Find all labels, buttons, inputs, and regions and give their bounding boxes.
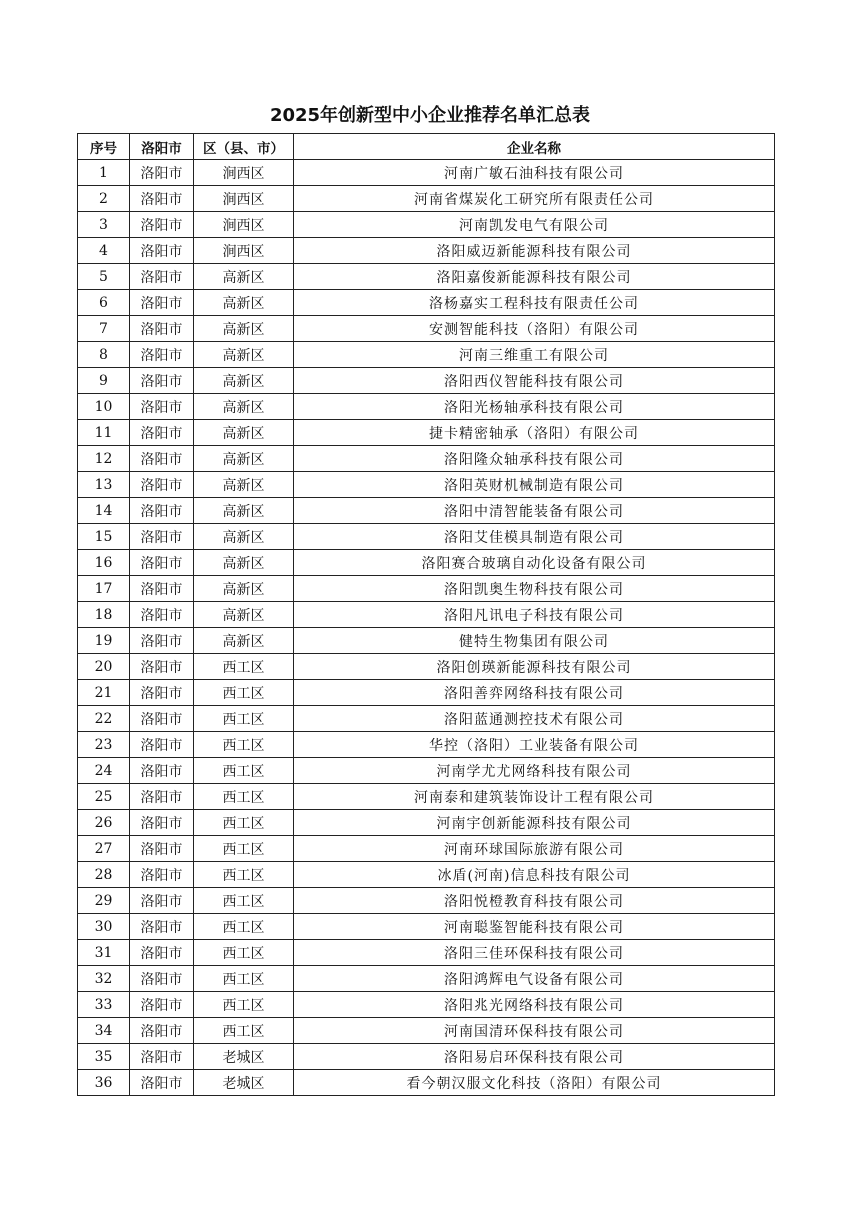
- cell-city: 洛阳市: [130, 368, 194, 394]
- cell-serial-number: 20: [78, 654, 130, 680]
- cell-serial-number: 27: [78, 836, 130, 862]
- header-serial-number: 序号: [78, 134, 130, 160]
- cell-city: 洛阳市: [130, 342, 194, 368]
- cell-city: 洛阳市: [130, 212, 194, 238]
- cell-company-name: 洛阳蓝通测控技术有限公司: [294, 706, 775, 732]
- cell-company-name: 冰盾(河南)信息科技有限公司: [294, 862, 775, 888]
- cell-serial-number: 25: [78, 784, 130, 810]
- cell-district: 西工区: [194, 654, 294, 680]
- table-row: [78, 732, 775, 758]
- cell-city: 洛阳市: [130, 862, 194, 888]
- table-row: [78, 628, 775, 654]
- cell-company-name: 河南宇创新能源科技有限公司: [294, 810, 775, 836]
- cell-district: 西工区: [194, 810, 294, 836]
- cell-district: 西工区: [194, 732, 294, 758]
- cell-company-name: 河南广敏石油科技有限公司: [294, 160, 775, 186]
- table-row: [78, 836, 775, 862]
- cell-serial-number: 11: [78, 420, 130, 446]
- cell-company-name: 洛阳中清智能装备有限公司: [294, 498, 775, 524]
- cell-district: 高新区: [194, 602, 294, 628]
- cell-district: 涧西区: [194, 238, 294, 264]
- cell-district: 西工区: [194, 940, 294, 966]
- cell-serial-number: 3: [78, 212, 130, 238]
- table-row: [78, 992, 775, 1018]
- cell-district: 高新区: [194, 472, 294, 498]
- cell-district: 高新区: [194, 368, 294, 394]
- cell-company-name: 河南泰和建筑装饰设计工程有限公司: [294, 784, 775, 810]
- table-row: [78, 160, 775, 186]
- cell-serial-number: 17: [78, 576, 130, 602]
- table-row: [78, 706, 775, 732]
- cell-company-name: 洛阳善弈网络科技有限公司: [294, 680, 775, 706]
- header-city: 洛阳市: [130, 134, 194, 160]
- table-row: [78, 602, 775, 628]
- table-row: [78, 290, 775, 316]
- cell-company-name: 安测智能科技（洛阳）有限公司: [294, 316, 775, 342]
- cell-city: 洛阳市: [130, 1044, 194, 1070]
- cell-city: 洛阳市: [130, 992, 194, 1018]
- cell-serial-number: 28: [78, 862, 130, 888]
- cell-city: 洛阳市: [130, 836, 194, 862]
- cell-company-name: 洛阳英财机械制造有限公司: [294, 472, 775, 498]
- cell-company-name: 看今朝汉服文化科技（洛阳）有限公司: [294, 1070, 775, 1096]
- cell-city: 洛阳市: [130, 446, 194, 472]
- cell-city: 洛阳市: [130, 550, 194, 576]
- cell-city: 洛阳市: [130, 524, 194, 550]
- cell-serial-number: 24: [78, 758, 130, 784]
- header-district: 区（县、市）: [194, 134, 294, 160]
- cell-company-name: 洛阳创瑛新能源科技有限公司: [294, 654, 775, 680]
- table-row: [78, 914, 775, 940]
- cell-company-name: 捷卡精密轴承（洛阳）有限公司: [294, 420, 775, 446]
- cell-company-name: 洛杨嘉实工程科技有限责任公司: [294, 290, 775, 316]
- cell-company-name: 洛阳威迈新能源科技有限公司: [294, 238, 775, 264]
- cell-serial-number: 4: [78, 238, 130, 264]
- cell-company-name: 洛阳悦橙教育科技有限公司: [294, 888, 775, 914]
- cell-serial-number: 10: [78, 394, 130, 420]
- cell-city: 洛阳市: [130, 732, 194, 758]
- page-title: 2025年创新型中小企业推荐名单汇总表: [269, 105, 591, 126]
- table-body: [78, 160, 775, 1096]
- table-row: [78, 758, 775, 784]
- cell-district: 高新区: [194, 342, 294, 368]
- table-row: [78, 1044, 775, 1070]
- cell-serial-number: 33: [78, 992, 130, 1018]
- cell-city: 洛阳市: [130, 394, 194, 420]
- cell-city: 洛阳市: [130, 186, 194, 212]
- table-row: [78, 810, 775, 836]
- cell-company-name: 河南环球国际旅游有限公司: [294, 836, 775, 862]
- cell-serial-number: 16: [78, 550, 130, 576]
- cell-city: 洛阳市: [130, 316, 194, 342]
- cell-district: 高新区: [194, 316, 294, 342]
- table-row: [78, 316, 775, 342]
- cell-district: 西工区: [194, 758, 294, 784]
- cell-city: 洛阳市: [130, 680, 194, 706]
- cell-company-name: 洛阳嘉俊新能源科技有限公司: [294, 264, 775, 290]
- table-row: [78, 472, 775, 498]
- cell-serial-number: 30: [78, 914, 130, 940]
- cell-serial-number: 8: [78, 342, 130, 368]
- cell-company-name: 健特生物集团有限公司: [294, 628, 775, 654]
- cell-district: 高新区: [194, 290, 294, 316]
- cell-company-name: 洛阳西仪智能科技有限公司: [294, 368, 775, 394]
- table-row: [78, 1070, 775, 1096]
- cell-company-name: 河南聪鉴智能科技有限公司: [294, 914, 775, 940]
- cell-city: 洛阳市: [130, 602, 194, 628]
- table-row: [78, 342, 775, 368]
- cell-city: 洛阳市: [130, 888, 194, 914]
- cell-serial-number: 36: [78, 1070, 130, 1096]
- table-row: [78, 550, 775, 576]
- table-row: [78, 784, 775, 810]
- cell-city: 洛阳市: [130, 472, 194, 498]
- cell-city: 洛阳市: [130, 758, 194, 784]
- cell-serial-number: 35: [78, 1044, 130, 1070]
- cell-district: 高新区: [194, 264, 294, 290]
- cell-city: 洛阳市: [130, 784, 194, 810]
- table-row: [78, 524, 775, 550]
- cell-serial-number: 32: [78, 966, 130, 992]
- cell-company-name: 河南国清环保科技有限公司: [294, 1018, 775, 1044]
- cell-company-name: 洛阳光杨轴承科技有限公司: [294, 394, 775, 420]
- cell-district: 西工区: [194, 784, 294, 810]
- table-row: [78, 576, 775, 602]
- cell-city: 洛阳市: [130, 1018, 194, 1044]
- cell-district: 西工区: [194, 992, 294, 1018]
- cell-company-name: 洛阳凯奥生物科技有限公司: [294, 576, 775, 602]
- cell-serial-number: 18: [78, 602, 130, 628]
- cell-serial-number: 29: [78, 888, 130, 914]
- cell-district: 西工区: [194, 836, 294, 862]
- cell-company-name: 洛阳兆光网络科技有限公司: [294, 992, 775, 1018]
- cell-city: 洛阳市: [130, 628, 194, 654]
- cell-city: 洛阳市: [130, 576, 194, 602]
- cell-serial-number: 34: [78, 1018, 130, 1044]
- table-row: [78, 1018, 775, 1044]
- table-row: [78, 420, 775, 446]
- cell-district: 高新区: [194, 524, 294, 550]
- cell-district: 高新区: [194, 394, 294, 420]
- cell-district: 西工区: [194, 862, 294, 888]
- cell-district: 西工区: [194, 914, 294, 940]
- cell-city: 洛阳市: [130, 420, 194, 446]
- cell-company-name: 洛阳赛合玻璃自动化设备有限公司: [294, 550, 775, 576]
- company-table: [77, 133, 775, 1096]
- cell-serial-number: 6: [78, 290, 130, 316]
- cell-serial-number: 26: [78, 810, 130, 836]
- table-row: [78, 680, 775, 706]
- cell-district: 老城区: [194, 1070, 294, 1096]
- cell-serial-number: 22: [78, 706, 130, 732]
- cell-district: 老城区: [194, 1044, 294, 1070]
- table-row: [78, 238, 775, 264]
- cell-company-name: 河南学尤尤网络科技有限公司: [294, 758, 775, 784]
- cell-city: 洛阳市: [130, 966, 194, 992]
- cell-city: 洛阳市: [130, 940, 194, 966]
- cell-district: 高新区: [194, 628, 294, 654]
- table-row: [78, 446, 775, 472]
- cell-serial-number: 19: [78, 628, 130, 654]
- cell-city: 洛阳市: [130, 654, 194, 680]
- cell-serial-number: 23: [78, 732, 130, 758]
- cell-district: 高新区: [194, 550, 294, 576]
- table-row: [78, 498, 775, 524]
- cell-company-name: 河南省煤炭化工研究所有限责任公司: [294, 186, 775, 212]
- cell-company-name: 河南凯发电气有限公司: [294, 212, 775, 238]
- table-row: [78, 940, 775, 966]
- cell-city: 洛阳市: [130, 160, 194, 186]
- cell-city: 洛阳市: [130, 1070, 194, 1096]
- table-row: [78, 186, 775, 212]
- cell-serial-number: 31: [78, 940, 130, 966]
- cell-serial-number: 2: [78, 186, 130, 212]
- cell-city: 洛阳市: [130, 238, 194, 264]
- table-header-row: [78, 134, 775, 160]
- cell-serial-number: 21: [78, 680, 130, 706]
- table-row: [78, 212, 775, 238]
- header-company-name: 企业名称: [294, 134, 775, 160]
- table-row: [78, 264, 775, 290]
- cell-serial-number: 13: [78, 472, 130, 498]
- cell-district: 西工区: [194, 966, 294, 992]
- cell-district: 西工区: [194, 888, 294, 914]
- cell-city: 洛阳市: [130, 264, 194, 290]
- table-row: [78, 862, 775, 888]
- cell-district: 西工区: [194, 680, 294, 706]
- cell-serial-number: 1: [78, 160, 130, 186]
- cell-city: 洛阳市: [130, 290, 194, 316]
- cell-serial-number: 5: [78, 264, 130, 290]
- cell-district: 西工区: [194, 1018, 294, 1044]
- table-row: [78, 888, 775, 914]
- cell-district: 高新区: [194, 420, 294, 446]
- cell-company-name: 洛阳鸿辉电气设备有限公司: [294, 966, 775, 992]
- cell-company-name: 洛阳凡讯电子科技有限公司: [294, 602, 775, 628]
- cell-city: 洛阳市: [130, 498, 194, 524]
- cell-city: 洛阳市: [130, 810, 194, 836]
- cell-company-name: 华控（洛阳）工业装备有限公司: [294, 732, 775, 758]
- table-row: [78, 394, 775, 420]
- cell-serial-number: 9: [78, 368, 130, 394]
- cell-city: 洛阳市: [130, 914, 194, 940]
- cell-district: 西工区: [194, 706, 294, 732]
- table-row: [78, 966, 775, 992]
- cell-district: 涧西区: [194, 186, 294, 212]
- cell-company-name: 洛阳隆众轴承科技有限公司: [294, 446, 775, 472]
- cell-serial-number: 15: [78, 524, 130, 550]
- cell-district: 涧西区: [194, 212, 294, 238]
- cell-city: 洛阳市: [130, 706, 194, 732]
- cell-serial-number: 14: [78, 498, 130, 524]
- cell-serial-number: 12: [78, 446, 130, 472]
- cell-district: 高新区: [194, 446, 294, 472]
- cell-company-name: 洛阳三佳环保科技有限公司: [294, 940, 775, 966]
- table-row: [78, 654, 775, 680]
- cell-company-name: 洛阳艾佳模具制造有限公司: [294, 524, 775, 550]
- table-row: [78, 368, 775, 394]
- cell-serial-number: 7: [78, 316, 130, 342]
- cell-district: 高新区: [194, 576, 294, 602]
- cell-company-name: 洛阳易启环保科技有限公司: [294, 1044, 775, 1070]
- cell-district: 高新区: [194, 498, 294, 524]
- cell-district: 涧西区: [194, 160, 294, 186]
- cell-company-name: 河南三维重工有限公司: [294, 342, 775, 368]
